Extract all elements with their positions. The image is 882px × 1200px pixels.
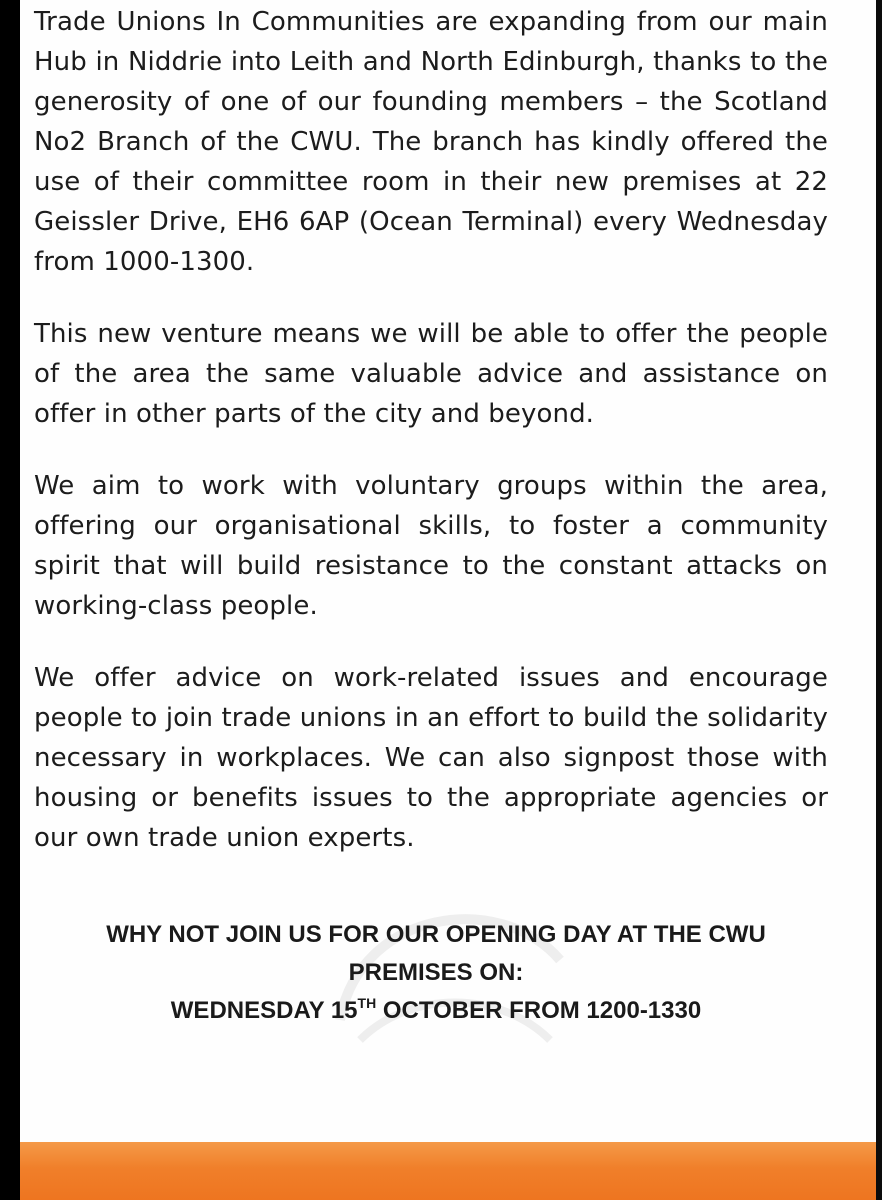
cta-date-rest: OCTOBER FROM 1200-1330 xyxy=(376,997,702,1024)
cta-line-3 xyxy=(34,992,838,1030)
document-body xyxy=(34,2,828,890)
scan-right-edge xyxy=(876,0,882,1200)
paragraph-new-venture: This new venture means we will be able to offer the people of the area the same valuable advice and assistance on offer in other parts of the city and beyond. xyxy=(34,319,828,429)
cta-line-1: WHY NOT JOIN US FOR OUR OPENING DAY AT THE CWU xyxy=(106,921,766,948)
cta-date-day: WEDNESDAY 15 xyxy=(170,997,358,1024)
scan-left-edge xyxy=(0,0,20,1200)
paragraph-intro: Trade Unions In Communities are expanding from our main Hub in Niddrie into Leith and North Edinburgh, thanks to the generosity of one of our founding members – the Scotland No2 Branch of the CWU. The branch has kindly offered the use of their committee room in their new premises at 22 Geissler Drive, EH6 6AP (Ocean Terminal) every Wednesday from 1000-1300. xyxy=(34,7,828,277)
orange-footer-band xyxy=(20,1142,876,1200)
cta-line-2: PREMISES ON: xyxy=(348,959,524,986)
paragraph-advice: We offer advice on work-related issues and encourage people to join trade unions in an effort to build the solidarity necessary in workplaces. We can also signpost those with housing or benefits issues to the appropriate agencies or our own trade union experts. xyxy=(34,663,828,853)
cta-date-suffix: TH xyxy=(357,995,377,1011)
paragraph-voluntary-groups: We aim to work with voluntary groups within the area, offering our organisational skills, to foster a community spirit that will build resistance to the constant attacks on working-class people. xyxy=(34,471,828,621)
opening-day-announcement xyxy=(34,916,838,1030)
